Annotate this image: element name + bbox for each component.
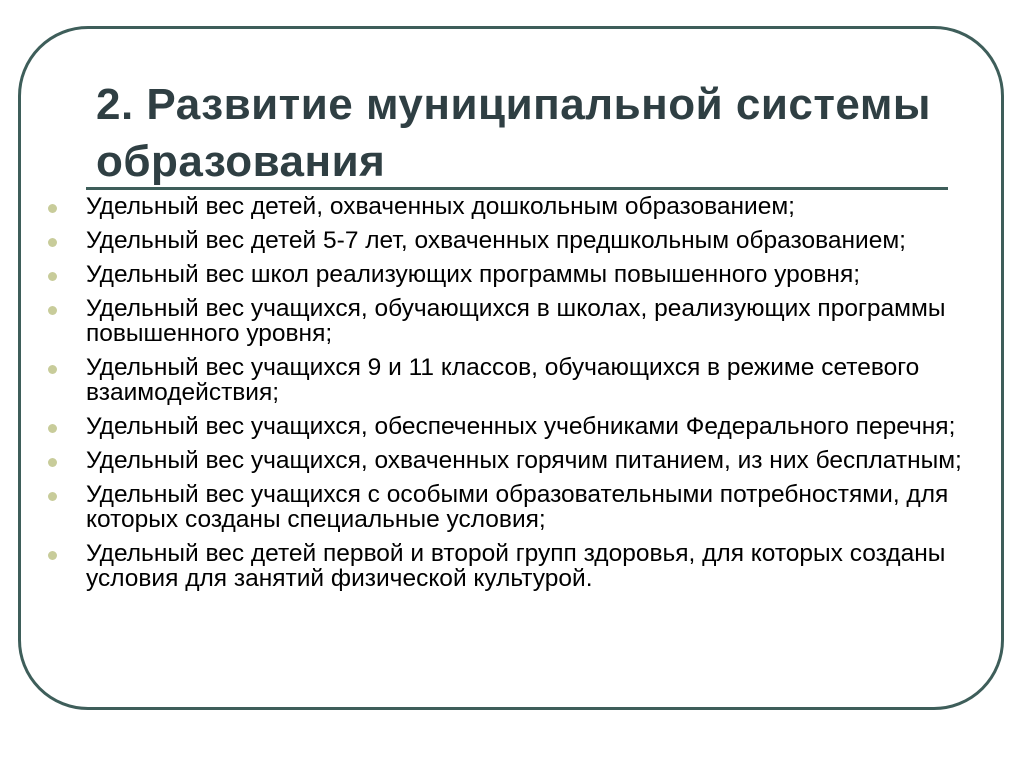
- bullet-dot-icon: [48, 458, 57, 467]
- bullet-text: Удельный вес школ реализующих программы повышенного уровня;: [86, 261, 861, 288]
- bullet-dot-icon: [48, 238, 57, 247]
- bullet-item: [40, 541, 990, 591]
- bullet-text: Удельный вес учащихся, охваченных горячим питанием, из них бесплатным;: [86, 447, 962, 474]
- bullet-dot-icon: [48, 492, 57, 501]
- bullet-text: Удельный вес учащихся, обеспеченных учебниками Федерального перечня;: [86, 413, 956, 440]
- bullet-text: Удельный вес детей первой и второй групп здоровья, для которых созданы условия для занятий физической культурой.: [86, 540, 946, 592]
- bullet-text: Удельный вес учащихся 9 и 11 классов, обучающихся в режиме сетевого взаимодействия;: [86, 354, 920, 406]
- bullet-text: Удельный вес детей, охваченных дошкольным образованием;: [86, 193, 795, 220]
- bullet-item: [40, 262, 990, 287]
- bullet-dot-icon: [48, 306, 57, 315]
- bullet-dot-icon: [48, 424, 57, 433]
- bullet-text: Удельный вес детей 5-7 лет, охваченных предшкольным образованием;: [86, 227, 906, 254]
- bullet-item: [40, 414, 990, 439]
- bullet-dot-icon: [48, 204, 57, 213]
- bullet-dot-icon: [48, 551, 57, 560]
- bullet-item: [40, 296, 990, 346]
- bullet-text: Удельный вес учащихся с особыми образовательными потребностями, для которых созданы специальные условия;: [86, 481, 949, 533]
- bullet-item: [40, 355, 990, 405]
- bullet-item: [40, 194, 990, 219]
- bullet-item: [40, 228, 990, 253]
- slide-title: 2. Развитие муниципальной системы образования: [96, 80, 931, 186]
- bullet-list: [40, 194, 990, 600]
- bullet-item: [40, 482, 990, 532]
- bullet-text: Удельный вес учащихся, обучающихся в школах, реализующих программы повышенного уровня;: [86, 295, 946, 347]
- bullet-dot-icon: [48, 272, 57, 281]
- bullet-dot-icon: [48, 365, 57, 374]
- bullet-item: [40, 448, 990, 473]
- title-underline: [86, 187, 948, 190]
